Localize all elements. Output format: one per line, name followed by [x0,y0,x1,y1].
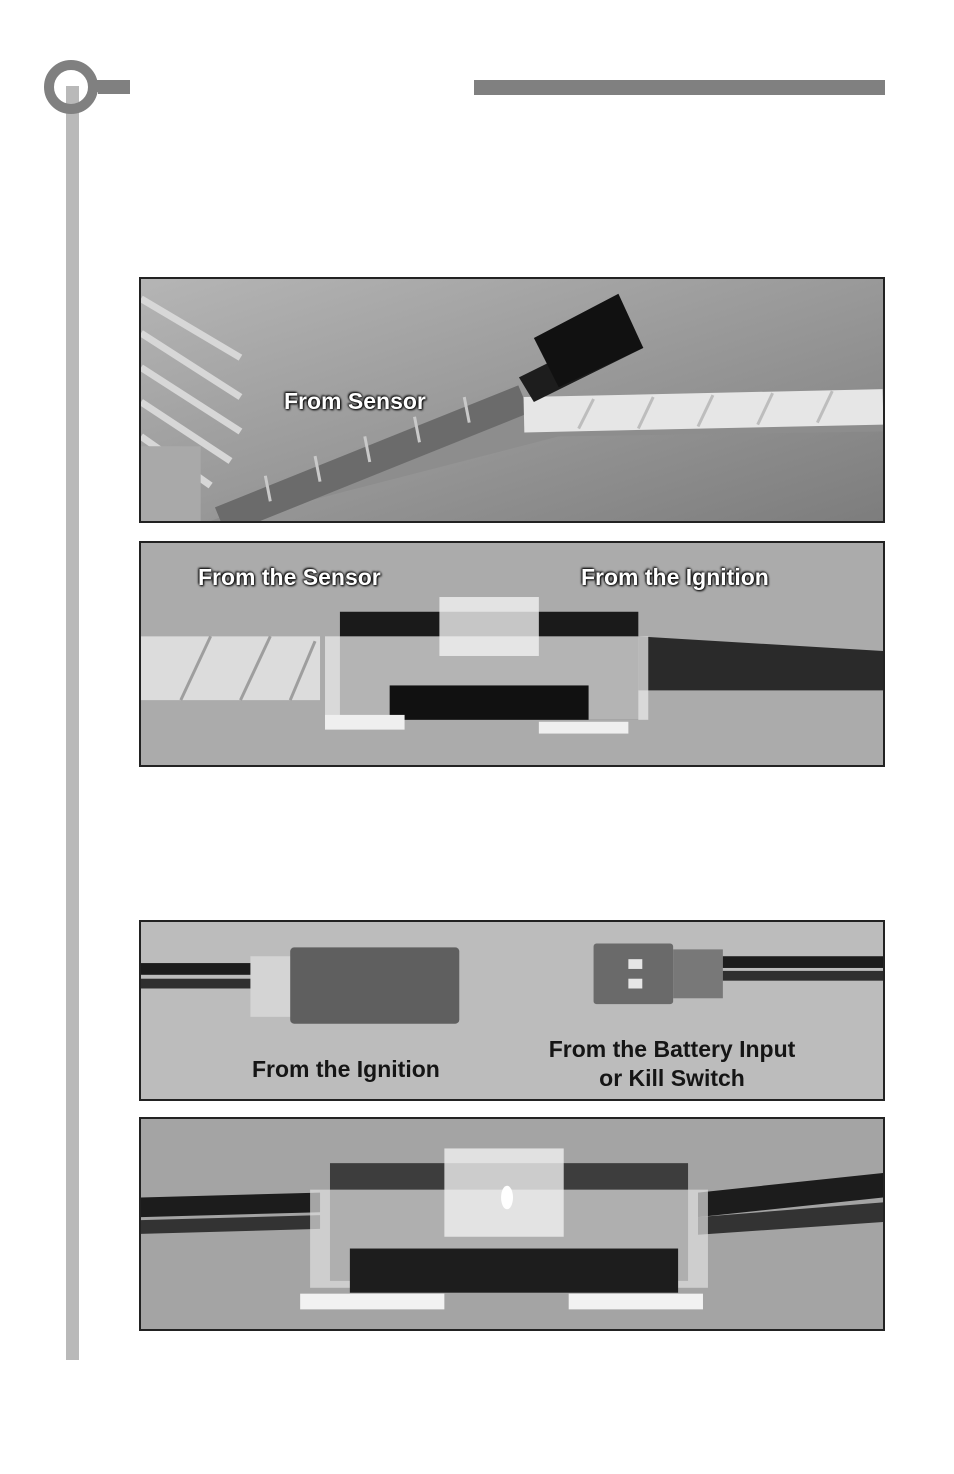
label-battery-input-line2: or Kill Switch [599,1065,745,1091]
label-battery-input [521,1035,823,1093]
rail-ring-icon [42,58,100,116]
rail-tab [98,80,130,94]
label-from-the-ignition: From the Ignition [581,564,769,590]
margin-rail [66,86,79,1360]
label-battery-input-line1: From the Battery Input [548,1036,796,1062]
photo-ignition-battery-clip [139,1117,885,1331]
label-from-sensor: From Sensor [284,388,426,414]
photo-sensor-ignition-clip [139,541,885,767]
label-from-the-sensor: From the Sensor [198,564,381,590]
photo-sensor-lead [139,277,885,523]
header-bar [474,80,885,95]
label-from-the-ignition-2: From the Ignition [252,1056,440,1082]
photo-ignition-battery-connectors [139,920,885,1101]
